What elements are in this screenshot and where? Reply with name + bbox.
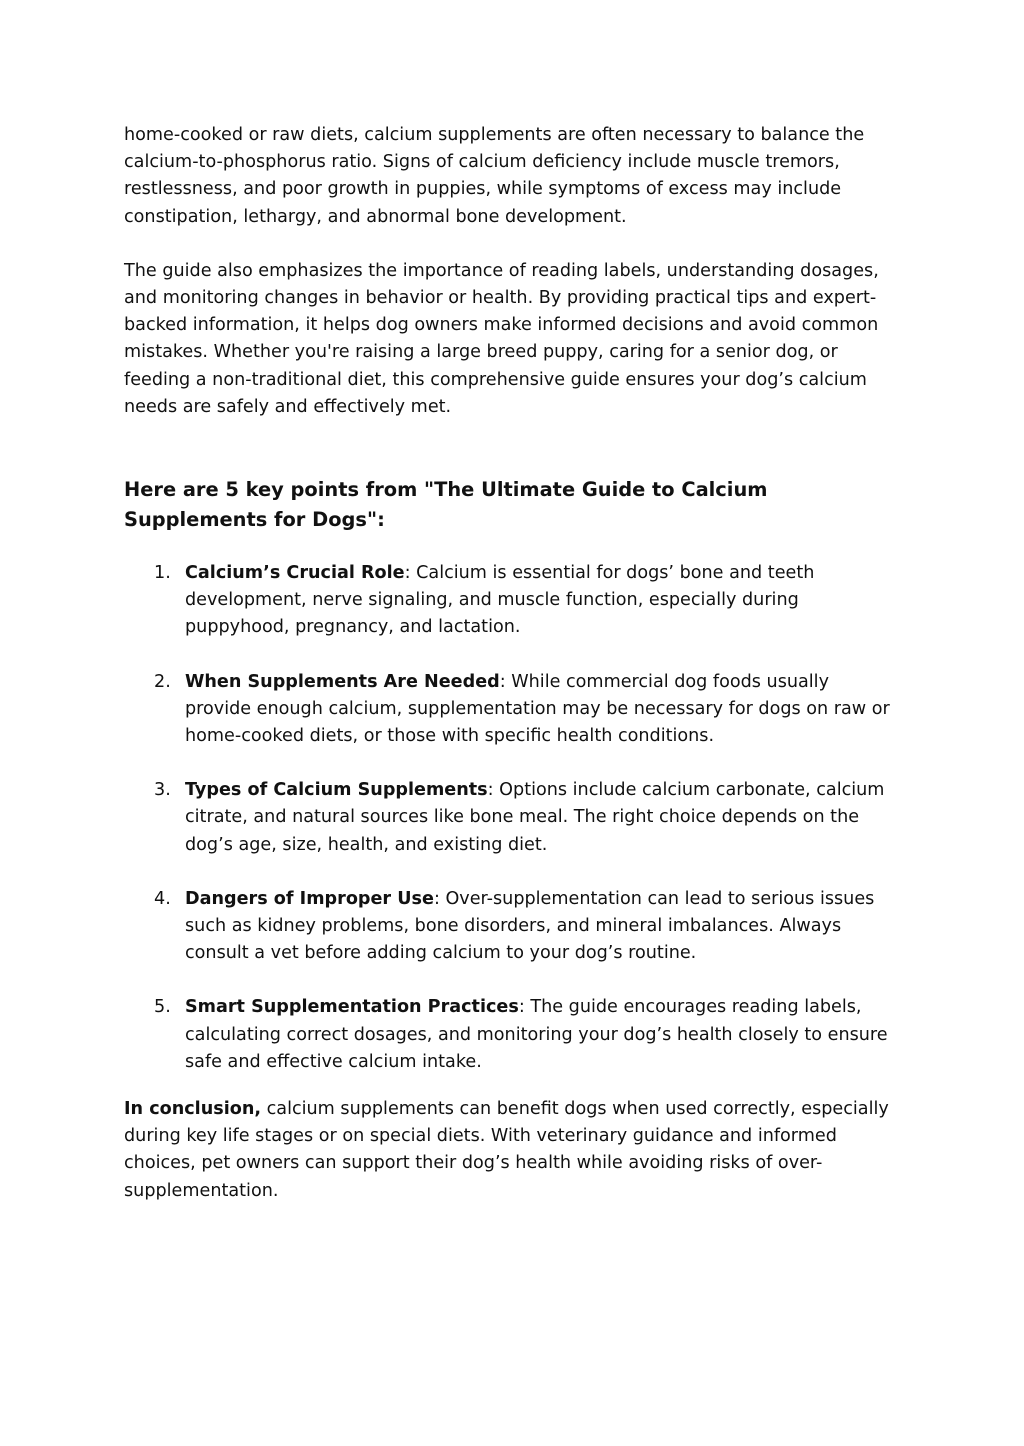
document-page <box>124 122 896 1205</box>
key-point-title: When Supplements Are Needed <box>185 671 500 692</box>
key-point-number: 5. <box>154 997 171 1018</box>
key-point-text: : The guide encourages reading labels, calculating correct dosages, and monitoring your dog’s health closely to ensure safe and effective calcium intake. <box>185 997 888 1072</box>
key-point-number: 1. <box>154 563 171 584</box>
key-point-item <box>124 669 896 751</box>
key-point-text: : While commercial dog foods usually provide enough calcium, supplementation may be necessary for dogs on raw or home-cooked diets, or those with specific health conditions. <box>185 671 890 747</box>
key-point-title: Smart Supplementation Practices <box>185 997 519 1018</box>
key-point-title: Types of Calcium Supplements <box>185 780 488 801</box>
key-point-item <box>124 994 896 1076</box>
key-point-item <box>124 886 896 968</box>
key-point-title: Calcium’s Crucial Role <box>185 563 405 584</box>
second-paragraph: The guide also emphasizes the importance of reading labels, understanding dosages, and monitoring changes in behavior or health. By providing practical tips and expert-backed information, it helps dog owners make informed decisions and avoid common mistakes. Whether you're raising a large breed puppy, caring for a senior dog, or feeding a non-traditional diet, this comprehensive guide ensures your dog’s calcium needs are safely and effectively met. <box>124 260 879 417</box>
key-point-number: 2. <box>154 671 171 692</box>
conclusion-lead: In conclusion, <box>124 1099 262 1120</box>
intro-paragraph: home-cooked or raw diets, calcium supplements are often necessary to balance the calcium-to-phosphorus ratio. Signs of calcium deficiency include muscle tremors, restlessness, and poor growth in puppies, while symptoms of excess may include constipation, lethargy, and abnormal bone development. <box>124 125 865 227</box>
key-point-number: 3. <box>154 780 171 801</box>
key-points-list <box>124 560 896 1076</box>
conclusion-text: calcium supplements can benefit dogs when used correctly, especially during key life stages or on special diets. With veterinary guidance and informed choices, pet owners can support their dog’s health while avoiding risks of over-supplementation. <box>124 1099 889 1201</box>
key-point-item <box>124 777 896 859</box>
key-point-number: 4. <box>154 888 171 909</box>
key-point-item <box>124 560 896 642</box>
key-points-heading: Here are 5 key points from "The Ultimate Guide to Calcium Supplements for Dogs": <box>124 478 768 531</box>
key-point-text: : Over-supplementation can lead to serious issues such as kidney problems, bone disorders, and mineral imbalances. Always consult a vet before adding calcium to your dog’s routine. <box>185 888 875 964</box>
conclusion-paragraph <box>124 1096 896 1205</box>
key-point-text: : Options include calcium carbonate, calcium citrate, and natural sources like bone meal. The right choice depends on the dog’s age, size, health, and existing diet. <box>185 780 885 855</box>
key-point-title: Dangers of Improper Use <box>185 888 434 909</box>
key-point-text: : Calcium is essential for dogs’ bone and teeth development, nerve signaling, and muscle function, especially during puppyhood, pregnancy, and lactation. <box>185 563 815 638</box>
